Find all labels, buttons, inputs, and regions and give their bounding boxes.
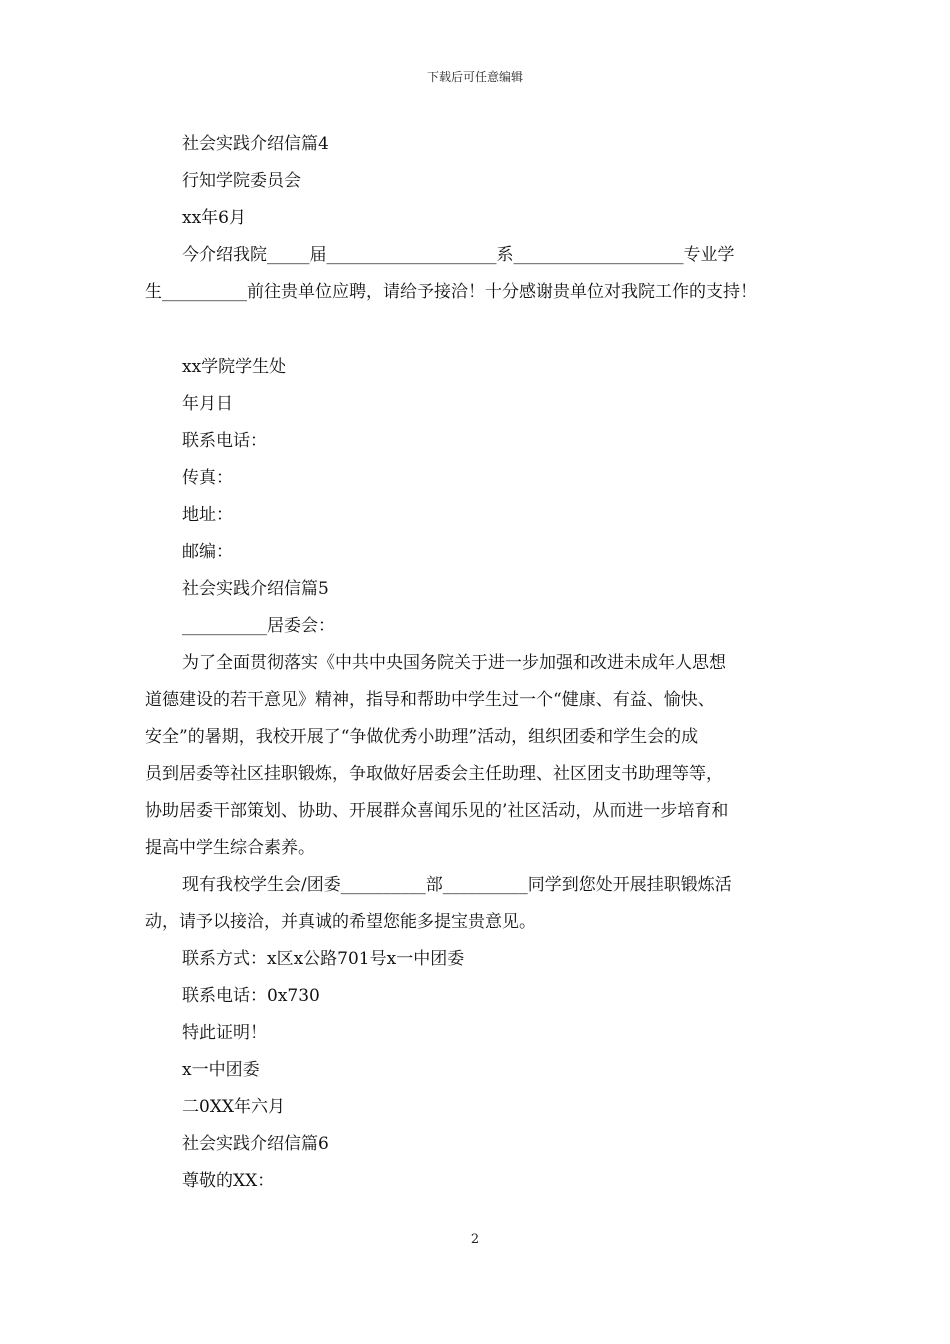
date-line: xx年6月 <box>182 208 246 228</box>
blank-gap <box>145 311 810 349</box>
contact-phone-line: 联系电话： <box>182 431 267 451</box>
section-title: 社会实践介绍信篇6 <box>182 1134 329 1154</box>
recipient-line: 行知学院委员会 <box>182 171 301 191</box>
page-number: 2 <box>470 1232 480 1247</box>
paragraph-line: 为了全面贯彻落实《中共中央国务院关于进一步加强和改进未成年人思想 <box>182 653 726 673</box>
fax-line: 传真： <box>182 468 233 488</box>
certification-line: 特此证明！ <box>182 1023 267 1043</box>
page-header: 下载后可任意编辑 <box>426 70 523 84</box>
salutation-line: 尊敬的XX： <box>182 1171 275 1191</box>
section-title: 社会实践介绍信篇4 <box>182 134 329 154</box>
signature-line: x一中团委 <box>182 1060 260 1080</box>
paragraph-line: 生__________前往贵单位应聘，请给予接洽！十分感谢贵单位对我院工作的支持！ <box>145 282 757 302</box>
postcode-line: 邮编： <box>182 542 233 562</box>
paragraph-line: 安全”的暑期，我校开展了“争做优秀小助理”活动，组织团委和学生会的成 <box>145 727 699 747</box>
address-line: 地址： <box>182 505 233 525</box>
paragraph-line: 协助居委干部策划、协助、开展群众喜闻乐见的’社区活动，从而进一步培育和 <box>145 801 729 821</box>
section-title: 社会实践介绍信篇5 <box>182 579 329 599</box>
date-line: 二0XX年六月 <box>182 1097 286 1117</box>
paragraph-line: 员到居委等社区挂职锻炼，争取做好居委会主任助理、社区团支书助理等等， <box>145 764 723 784</box>
paragraph-line: 道德建设的若干意见》精神，指导和帮助中学生过一个“健康、有益、愉快、 <box>145 690 715 710</box>
signature-line: xx学院学生处 <box>182 357 287 377</box>
paragraph-line: 现有我校学生会/团委__________部__________同学到您处开展挂职锻炼活 <box>182 875 732 895</box>
contact-method-line: 联系方式：x区x公路701号x一中团委 <box>182 949 465 969</box>
contact-phone-line: 联系电话：0x730 <box>182 986 320 1006</box>
recipient-line: __________居委会： <box>182 616 335 636</box>
document-body <box>145 126 810 1200</box>
paragraph-line: 提高中学生综合素养。 <box>145 838 315 858</box>
paragraph-line: 动，请予以接洽，并真诚的希望您能多提宝贵意见。 <box>145 912 536 932</box>
date-line: 年月日 <box>182 394 233 414</box>
paragraph-line: 今介绍我院_____届____________________系____________________专业学 <box>182 245 735 265</box>
